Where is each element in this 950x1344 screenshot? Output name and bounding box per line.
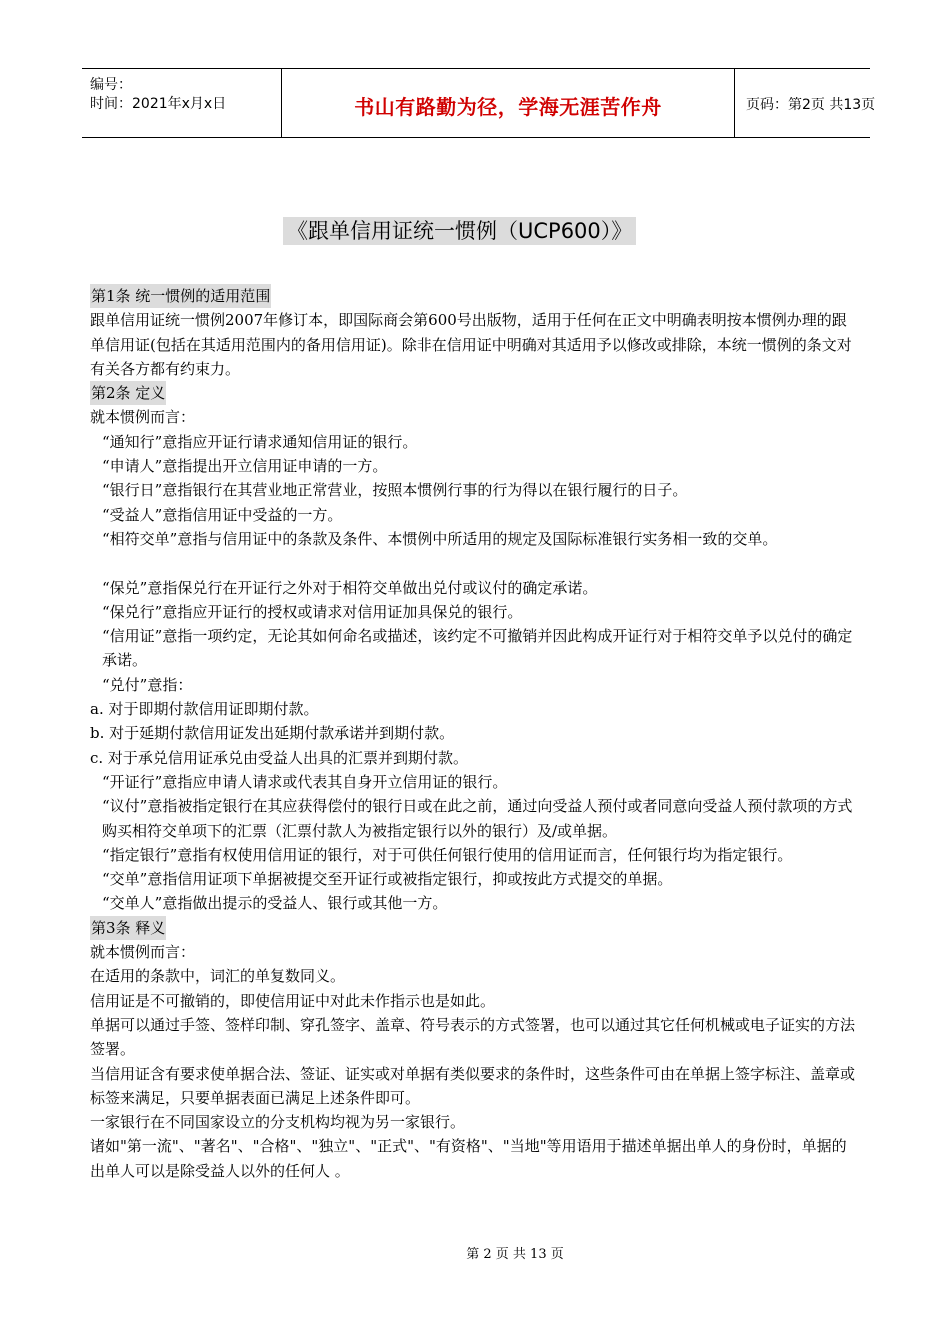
definition-advising-bank: “通知行”意指应开证行请求通知信用证的银行。 (102, 432, 418, 451)
definition-credit: “信用证”意指一项约定，无论其如何命名或描述，该约定不可撤销并因此构成开证行对于相符交单予以兑付的确定承诺。 (102, 627, 853, 670)
definition-confirming-bank: “保兑行”意指应开证行的授权或请求对信用证加具保兑的银行。 (102, 602, 523, 621)
definition-banking-day: “银行日”意指银行在其营业地正常营业，按照本惯例行事的行为得以在银行履行的日子。 (102, 481, 688, 500)
document-date: 时间：2021年x月x日 (90, 96, 227, 112)
page-header (82, 68, 876, 138)
blank-line (90, 551, 860, 575)
article-1-heading: 第1条 统一惯例的适用范围 (90, 284, 271, 308)
document-title: 《跟单信用证统一惯例（UCP600）》 (283, 217, 636, 245)
definition-confirmation: “保兑”意指保兑行在开证行之外对于相符交单做出兑付或议付的确定承诺。 (102, 578, 598, 597)
definition-presentation: “交单”意指信用证项下单据被提交至开证行或被指定银行，抑或按此方式提交的单据。 (102, 870, 673, 889)
header-page-cell (734, 69, 876, 137)
definition-issuing-bank: “开证行”意指应申请人请求或代表其自身开立信用证的银行。 (102, 772, 508, 791)
document-number-label: 编号： (90, 77, 132, 93)
article-2-intro: 就本惯例而言： (90, 408, 196, 427)
interpretation-item: 信用证是不可撤销的，即使信用证中对此未作指示也是如此。 (90, 991, 496, 1010)
interpretation-item: 单据可以通过手签、签样印制、穿孔签字、盖章、符号表示的方式签署，也可以通过其它任何机械或电子证实的方法签署。 (90, 1015, 856, 1059)
interpretation-item: 诸如"第一流"、"著名"、"合格"、"独立"、"正式"、"有资格"、"当地"等用语用于描述单据出单人的身份时，单据的出单人可以是除受益人以外的任何人 。 (90, 1137, 847, 1180)
interpretation-item: 一家银行在不同国家设立的分支机构均视为另一家银行。 (90, 1113, 466, 1132)
article-1-text: 跟单信用证统一惯例2007年修订本，即国际商会第600号出版物，适用于任何在正文中明确表明按本惯例办理的跟单信用证(包括在其适用范围内的备用信用证)。除非在信用证中明确对其适用予以修改或排除，本统一惯例的条文对有关各方都有约束力。 (90, 311, 852, 378)
definition-honour: “兑付”意指： (102, 675, 193, 694)
header-meta-cell (82, 69, 280, 137)
honour-item-a: a. 对于即期付款信用证即期付款。 (90, 700, 319, 719)
document-body (90, 284, 860, 1183)
definition-complying-presentation: “相符交单”意指与信用证中的条款及条件、本惯例中所适用的规定及国际标准银行实务相一致的交单。 (102, 529, 778, 548)
definition-negotiation: “议付”意指被指定银行在其应获得偿付的银行日或在此之前，通过向受益人预付或者同意向受益人预付款项的方式购买相符交单项下的汇票（汇票付款人为被指定银行以外的银行）及/或单据。 (102, 797, 853, 840)
page-footer: 第 2 页 共 13 页 (466, 1247, 564, 1262)
definition-presenter: “交单人”意指做出提示的受益人、银行或其他一方。 (102, 894, 448, 913)
definition-applicant: “申请人”意指提出开立信用证申请的一方。 (102, 457, 388, 476)
header-motto: 书山有路勤为径，学海无涯苦作舟 (354, 95, 662, 119)
article-3-heading: 第3条 释义 (90, 916, 166, 940)
honour-item-c: c. 对于承兑信用证承兑由受益人出具的汇票并到期付款。 (90, 748, 468, 767)
honour-item-b: b. 对于延期付款信用证发出延期付款承诺并到期付款。 (90, 724, 455, 743)
article-2-heading: 第2条 定义 (90, 381, 166, 405)
header-page-info: 页码：第2页 共13页 (746, 97, 876, 113)
article-3-intro: 就本惯例而言： (90, 943, 196, 962)
interpretation-item: 当信用证含有要求使单据合法、签证、证实或对单据有类似要求的条件时，这些条件可由在单据上签字标注、盖章或标签来满足，只要单据表面已满足上述条件即可。 (90, 1064, 856, 1107)
definition-beneficiary: “受益人”意指信用证中受益的一方。 (102, 505, 343, 524)
interpretation-item: 在适用的条款中，词汇的单复数同义。 (90, 967, 346, 986)
header-motto-cell (281, 69, 735, 137)
definition-nominated-bank: “指定银行”意指有权使用信用证的银行，对于可供任何银行使用的信用证而言，任何银行均为指定银行。 (102, 845, 793, 864)
